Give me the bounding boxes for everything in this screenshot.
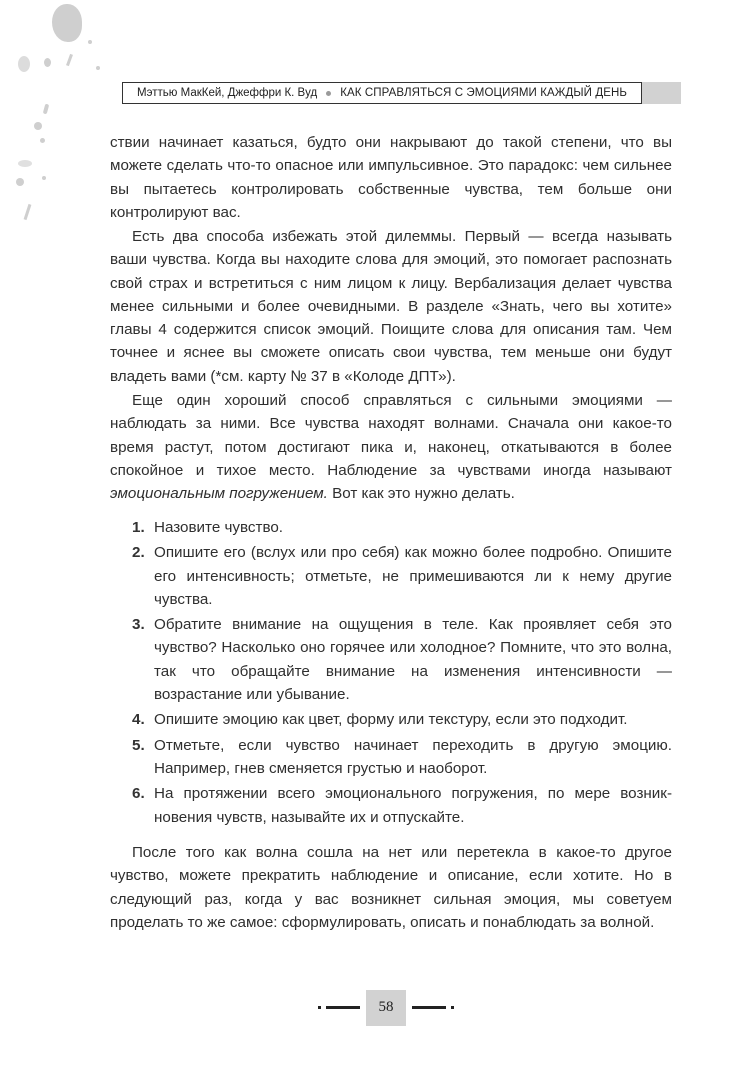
header-book-title: КАК СПРАВЛЯТЬСЯ С ЭМОЦИЯМИ КАЖДЫЙ ДЕНЬ bbox=[340, 87, 628, 99]
list-item bbox=[130, 708, 672, 731]
paragraph-two-ways bbox=[110, 225, 672, 388]
paragraph-3 bbox=[110, 389, 672, 505]
list-item-number: 4. bbox=[132, 711, 145, 729]
list-item bbox=[130, 613, 672, 706]
decor-splash bbox=[66, 54, 73, 66]
paragraph-3-start: Еще один хороший способ справляться с сильными эмоциями — наблюдать за ними. Все чувства находят волнами. Сначала они какое-то время растут, потом достигают пика и, наконец, откатываются в более спокойное и тихое место. Наблюдение за чувствами иногда называют bbox=[110, 392, 672, 479]
list-item-number: 5. bbox=[132, 736, 145, 754]
footer-rule-right bbox=[412, 1006, 446, 1009]
decor-splash bbox=[88, 40, 92, 44]
decor-splash-large bbox=[52, 4, 82, 42]
running-header bbox=[122, 82, 642, 104]
paragraph-observation bbox=[110, 389, 672, 505]
decor-splash bbox=[96, 66, 100, 70]
paragraph-1: ствии начинает казаться, будто они накрывают до такой степени, что вы можете сделать что-то опасное или импульсивное. Это парадокс: чем сильнее вы пытаетесь контролировать собственные чувства, тем больше они контролируют вас. bbox=[110, 134, 672, 221]
steps-list bbox=[130, 516, 672, 831]
list-item-number: 3. bbox=[132, 616, 145, 634]
list-item-text: Назовите чувство. bbox=[154, 519, 284, 536]
list-item bbox=[130, 782, 672, 829]
list-item-number: 2. bbox=[132, 544, 145, 562]
list-item-text: Опишите эмоцию как цвет, форму или текстуру, если это подходит. bbox=[154, 711, 628, 729]
footer-rule-dot bbox=[451, 1006, 454, 1009]
list-item bbox=[130, 516, 672, 539]
list-item-text: Обратите внимание на ощущения в теле. Как проявляет себя это чувство? Насколько оно горячее или холодное? Помните, что это волна, так что обращайте внимание на изменения интенсивности — возрастание или убывание. bbox=[154, 616, 672, 704]
decor-splash bbox=[18, 160, 32, 167]
paragraph-continued bbox=[110, 131, 672, 224]
paragraph-3-italic-term: эмоциональным погружением. bbox=[110, 485, 328, 503]
list-item-number: 6. bbox=[132, 785, 145, 803]
paragraph-4: После того как волна сошла на нет или перетекла в какое-то другое чувство, можете прекратить наблюдение и описание, если хотите. Но в следующий раз, когда у вас возникнет сильная эмоция, мы советуем проделать то же самое: сформулировать, описать и понаблюдать за волной. bbox=[110, 844, 672, 931]
header-separator-dot bbox=[326, 91, 331, 96]
decor-splash bbox=[40, 138, 45, 143]
decor-splash bbox=[24, 204, 32, 220]
list-item bbox=[130, 541, 672, 611]
paragraph-3-end: Вот как это нужно делать. bbox=[327, 485, 515, 503]
paragraph-2: Есть два способа избежать этой дилеммы. Первый — всегда называть ваши чувства. Когда вы находите слова для эмоций, это помогает распознать свой страх и встретиться с ним лицом к лицу. Вербализация делает чувства менее сильными и более очевидными. В разделе «Знать, чего вы хотите» главы 4 содержится список эмоций. Поищите слова для описания там. Чем точнее и яснее вы сможете описать свои чувства, тем меньше они будут владеть вами (*см. карту № 37 в «Колоде ДПТ»). bbox=[110, 228, 672, 385]
decor-splash bbox=[42, 176, 46, 180]
list-item-number: 1. bbox=[132, 519, 145, 536]
decor-splash bbox=[43, 104, 49, 115]
paragraph-closing bbox=[110, 841, 672, 934]
list-item-text: Опишите его (вслух или про себя) как можно более подробно. Опишите его интенсивность; отметьте, не примешиваются ли к нему другие чувства. bbox=[154, 544, 672, 608]
decor-splash bbox=[16, 178, 24, 186]
list-item bbox=[130, 734, 672, 781]
footer-rule-left bbox=[326, 1006, 360, 1009]
header-authors: Мэттью МакКей, Джеффри К. Вуд bbox=[136, 87, 318, 99]
decor-splash bbox=[44, 58, 51, 67]
list-item-text: Отметьте, если чувство начинает переходить в другую эмоцию. Например, гнев сменяется грустью и наоборот. bbox=[154, 736, 672, 777]
decor-splash bbox=[18, 56, 30, 72]
page-number: 58 bbox=[366, 990, 406, 1026]
list-item-text: На протяжении всего эмоционального погружения, по мере возникновения чувств, называйте их и отпускайте. bbox=[154, 785, 672, 826]
decor-splash bbox=[34, 122, 42, 130]
footer-rule-dot bbox=[318, 1006, 321, 1009]
